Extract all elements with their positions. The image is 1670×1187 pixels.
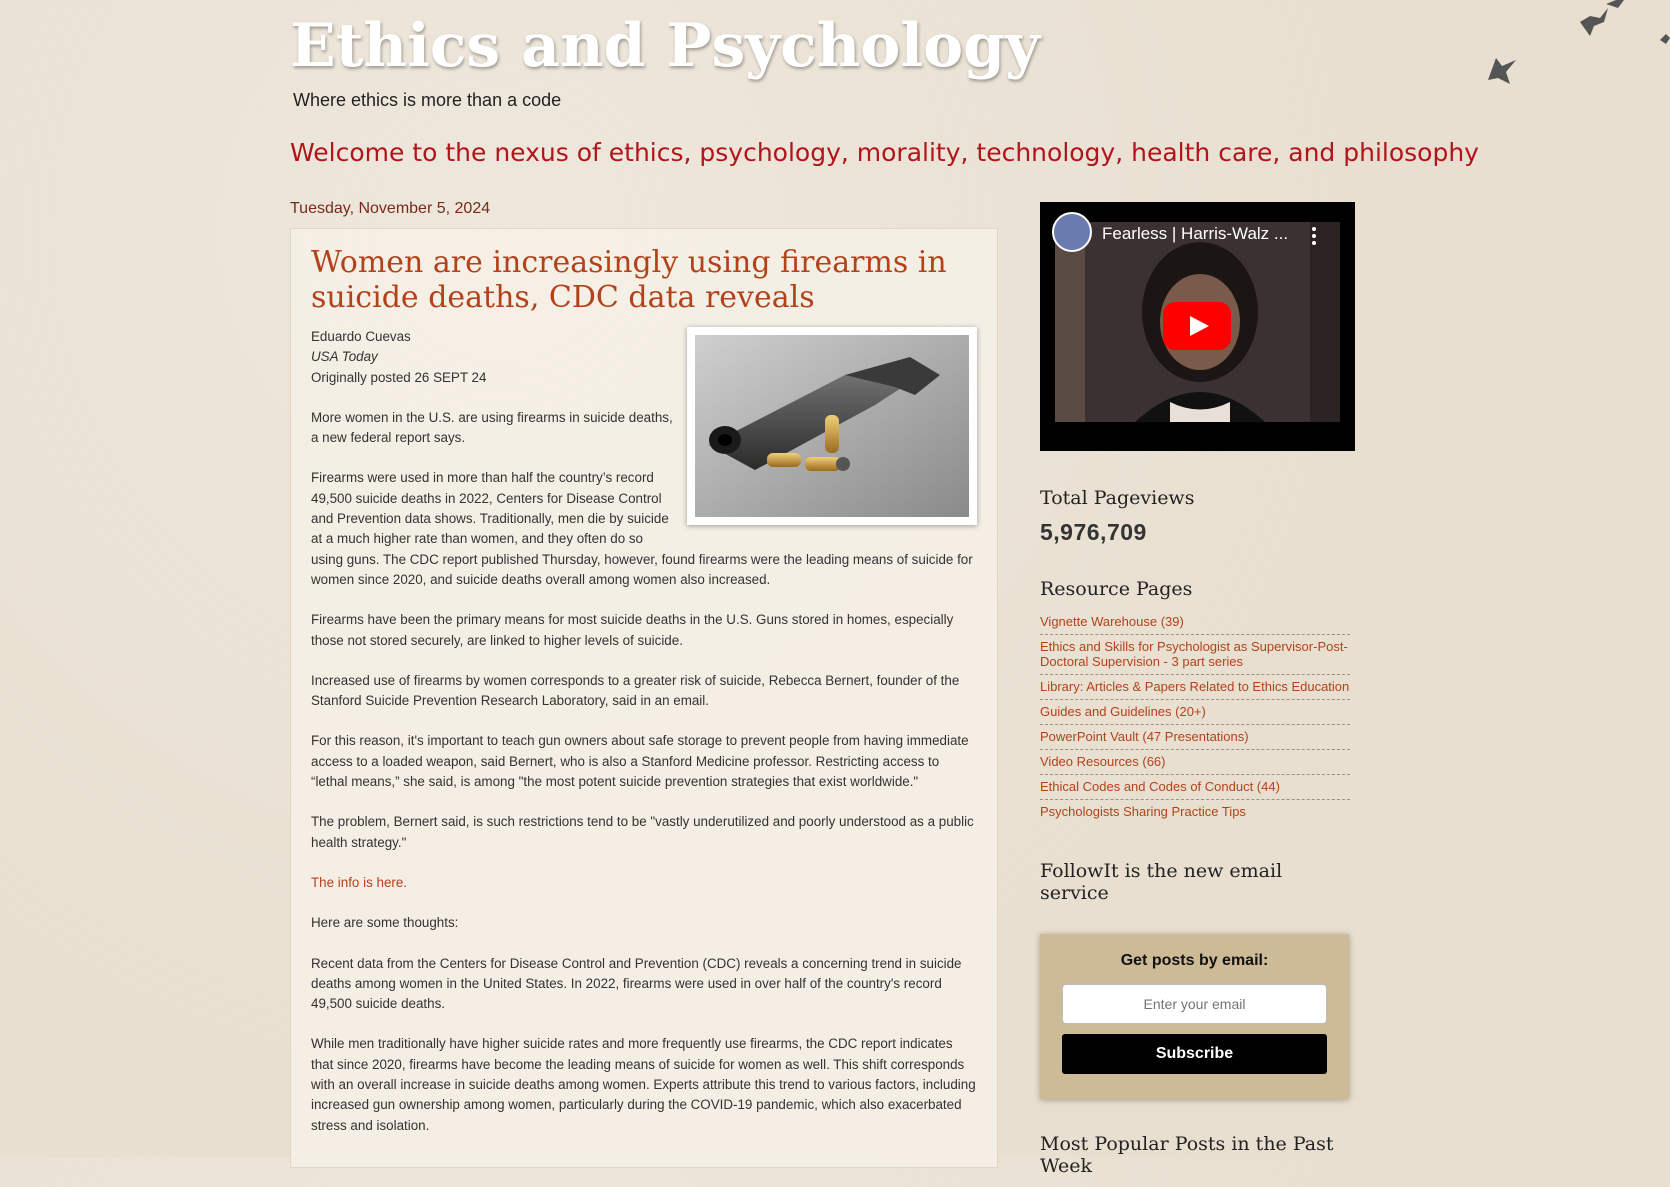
resources-title: Resource Pages bbox=[1040, 578, 1193, 600]
blog-title[interactable]: Ethics and Psychology bbox=[290, 11, 1040, 81]
youtube-play-icon[interactable] bbox=[1163, 302, 1231, 350]
blog-tagline: Where ethics is more than a code bbox=[293, 90, 562, 110]
resource-link[interactable]: PowerPoint Vault (47 Presentations) bbox=[1040, 729, 1249, 744]
handgun-bullets-image bbox=[695, 335, 969, 517]
resource-link[interactable]: Vignette Warehouse (39) bbox=[1040, 614, 1184, 629]
welcome-banner: Welcome to the nexus of ethics, psychology, morality, technology, health care, and philosophy bbox=[290, 138, 1479, 167]
info-link[interactable]: The info is here. bbox=[311, 874, 408, 890]
post-paragraph: More women in the U.S. are using firearms in suicide deaths, a new federal report says. bbox=[311, 409, 673, 446]
post-paragraph: Firearms were used in more than half the country’s record 49,500 suicide deaths in 2022, Centers for Disease Control and Prevention data shows. Traditionally, men die by suicide at a much higher rate than women, and they often do so using guns. The CDC report published Thursday, however, found firearms were the leading means of suicide for women since 2020, and suicide deaths overall among women also increased. bbox=[311, 470, 973, 587]
resource-link[interactable]: Guides and Guidelines (20+) bbox=[1040, 704, 1206, 719]
resource-link[interactable]: Ethics and Skills for Psychologist as Supervisor-Post-Doctoral Supervision - 3 part series bbox=[1040, 639, 1348, 669]
followit-widget bbox=[1040, 860, 1356, 1099]
pageviews-count: 5,976,709 bbox=[1040, 519, 1147, 545]
email-input[interactable] bbox=[1062, 984, 1327, 1024]
post-paragraph: For this reason, it's important to teach gun owners about safe storage to prevent people from having immediate access to a loaded weapon, said Bernert, who is also a Stanford Medicine professor. Restricting access to “lethal means,” she said, is among "the most potent suicide prevention strategies that exist worldwide." bbox=[311, 733, 969, 790]
email-subscribe-box bbox=[1040, 934, 1349, 1099]
resource-link[interactable]: Library: Articles & Papers Related to Ethics Education bbox=[1040, 679, 1350, 694]
post-title[interactable]: Women are increasingly using firearms in suicide deaths, CDC data reveals bbox=[311, 245, 947, 315]
resource-link[interactable]: Ethical Codes and Codes of Conduct (44) bbox=[1040, 779, 1280, 794]
kebab-menu-icon[interactable] bbox=[1310, 226, 1318, 246]
birds-decoration-icon bbox=[1370, 0, 1670, 110]
post-paragraph: Recent data from the Centers for Disease Control and Prevention (CDC) reveals a concerning trend in suicide deaths among women in the United States. In 2022, firearms were used in over half of the country's record 49,500 suicide deaths. bbox=[311, 955, 962, 1012]
post-image[interactable] bbox=[687, 327, 977, 525]
post-paragraph: Increased use of firearms by women corresponds to a greater risk of suicide, Rebecca Bernert, founder of the Stanford Suicide Prevention Research Laboratory, said in an email. bbox=[311, 672, 960, 709]
youtube-video-embed[interactable] bbox=[1040, 202, 1355, 451]
sidebar bbox=[1040, 202, 1356, 1187]
video-title[interactable]: Fearless | Harris-Walz ... bbox=[1102, 224, 1289, 243]
channel-avatar[interactable] bbox=[1052, 212, 1092, 252]
post-body bbox=[311, 327, 977, 1136]
resource-pages-widget bbox=[1040, 578, 1356, 824]
resource-list bbox=[1040, 610, 1350, 824]
popular-posts-widget bbox=[1040, 1133, 1356, 1177]
post-paragraph: Firearms have been the primary means for most suicide deaths in the U.S. Guns stored in homes, especially those not stored securely, are linked to higher levels of suicide. bbox=[311, 612, 954, 648]
post-publication: USA Today bbox=[311, 349, 378, 365]
blog-post bbox=[290, 228, 998, 1168]
blog-header bbox=[290, 8, 1390, 111]
email-heading: Get posts by email: bbox=[1120, 952, 1269, 969]
resource-link[interactable]: Psychologists Sharing Practice Tips bbox=[1040, 804, 1246, 819]
post-original-date: Originally posted 26 SEPT 24 bbox=[311, 369, 487, 385]
subscribe-button[interactable]: Subscribe bbox=[1062, 1034, 1327, 1074]
post-date: Tuesday, November 5, 2024 bbox=[290, 200, 491, 217]
post-paragraph: The problem, Bernert said, is such restrictions tend to be "vastly underutilized and poorly understood as a public health strategy." bbox=[311, 814, 974, 850]
resource-link[interactable]: Video Resources (66) bbox=[1040, 754, 1166, 769]
pageviews-title: Total Pageviews bbox=[1040, 487, 1195, 509]
thoughts-intro: Here are some thoughts: bbox=[311, 915, 459, 931]
post-paragraph: While men traditionally have higher suicide rates and more frequently use firearms, the CDC report indicates that since 2020, firearms have become the leading means of suicide for women as well. This shift corresponds with an overall increase in suicide deaths among women. Experts attribute this trend to various factors, including increased gun ownership among women, particularly during the COVID-19 pandemic, which also exacerbated stress and isolation. bbox=[311, 1036, 976, 1133]
post-author: Eduardo Cuevas bbox=[311, 329, 411, 344]
pageviews-widget bbox=[1040, 487, 1356, 546]
popular-posts-title: Most Popular Posts in the Past Week bbox=[1040, 1133, 1334, 1177]
followit-title: FollowIt is the new email service bbox=[1040, 860, 1283, 904]
